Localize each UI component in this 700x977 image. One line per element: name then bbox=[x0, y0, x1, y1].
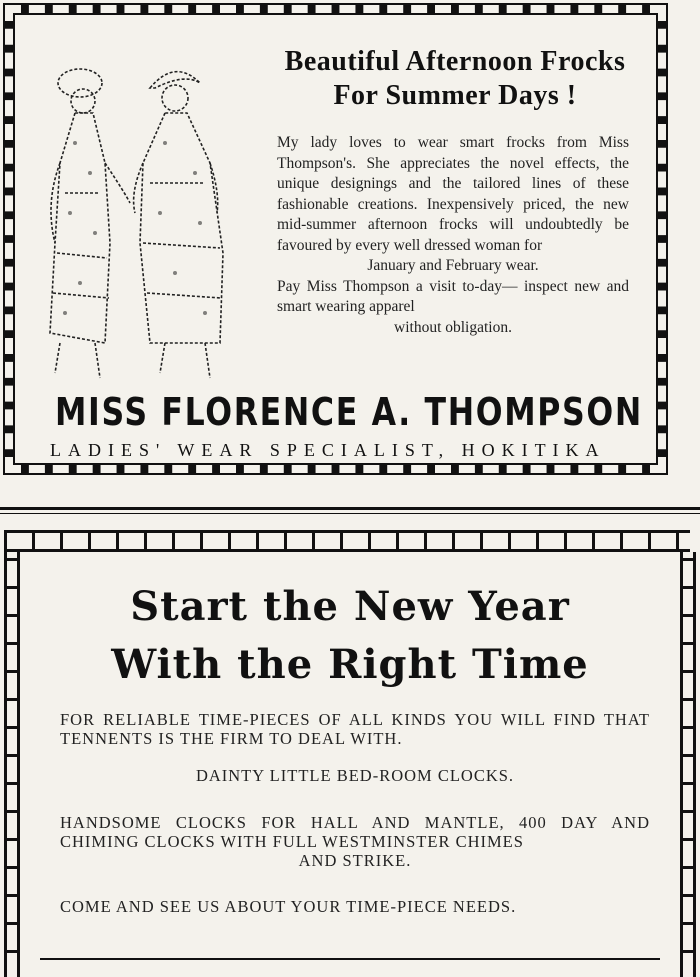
ornamental-border-top bbox=[4, 530, 690, 552]
ornamental-border-right bbox=[680, 552, 696, 977]
ornamental-border-left bbox=[4, 552, 20, 977]
clocks-advertisement bbox=[0, 530, 700, 977]
frocks-body-text: My lady loves to wear smart frocks from Miss Thompson's. She appreciates the novel effects, the unique designings and the tailored lines of these fashionable creations. Inexpensively priced, the new mid-summer afternoon frocks will undoubtedly be favoured by every well dressed woman for bbox=[277, 134, 629, 254]
clocks-para-handsome-last: AND STRIKE. bbox=[298, 851, 412, 870]
frocks-headline-line1: Beautiful Afternoon Frocks bbox=[284, 46, 626, 77]
separator-rule-thin bbox=[0, 513, 700, 514]
frocks-body bbox=[277, 133, 629, 338]
frocks-body-last: January and February wear. bbox=[367, 257, 539, 274]
clocks-para-come: COME AND SEE US ABOUT YOUR TIME-PIECE NEEDS. bbox=[60, 897, 517, 916]
frocks-visit-text: Pay Miss Thompson a visit to-day— inspect new and smart wearing apparel bbox=[277, 277, 629, 315]
frocks-advertisement bbox=[3, 3, 668, 475]
clocks-headline-line2: With the Right Time bbox=[111, 641, 589, 688]
frocks-headline bbox=[270, 45, 640, 113]
clocks-para-reliable: FOR RELIABLE TIME-PIECES OF ALL KINDS YOU WILL FIND THAT TENNENTS IS THE FIRM TO DEAL WITH. bbox=[60, 710, 650, 748]
shop-owner-name: MISS FLORENCE A. THOMPSON bbox=[55, 390, 643, 434]
clocks-para-bedroom: DAINTY LITTLE BED-ROOM CLOCKS. bbox=[195, 766, 515, 785]
separator-rule-thick bbox=[0, 507, 700, 510]
clocks-para-handsome: HANDSOME CLOCKS FOR HALL AND MANTLE, 400 DAY AND CHIMING CLOCKS WITH FULL WESTMINSTER CHIMES bbox=[60, 813, 650, 851]
frocks-headline-line2: For Summer Days ! bbox=[333, 80, 577, 111]
clocks-bottom-rule bbox=[40, 958, 660, 960]
shop-tagline: LADIES' WEAR SPECIALIST, HOKITIKA bbox=[50, 440, 606, 460]
two-ladies-illustration bbox=[35, 43, 235, 393]
frocks-visit-last: without obligation. bbox=[394, 318, 512, 336]
clocks-headline bbox=[60, 578, 640, 694]
clocks-headline-line1: Start the New Year bbox=[130, 583, 570, 630]
